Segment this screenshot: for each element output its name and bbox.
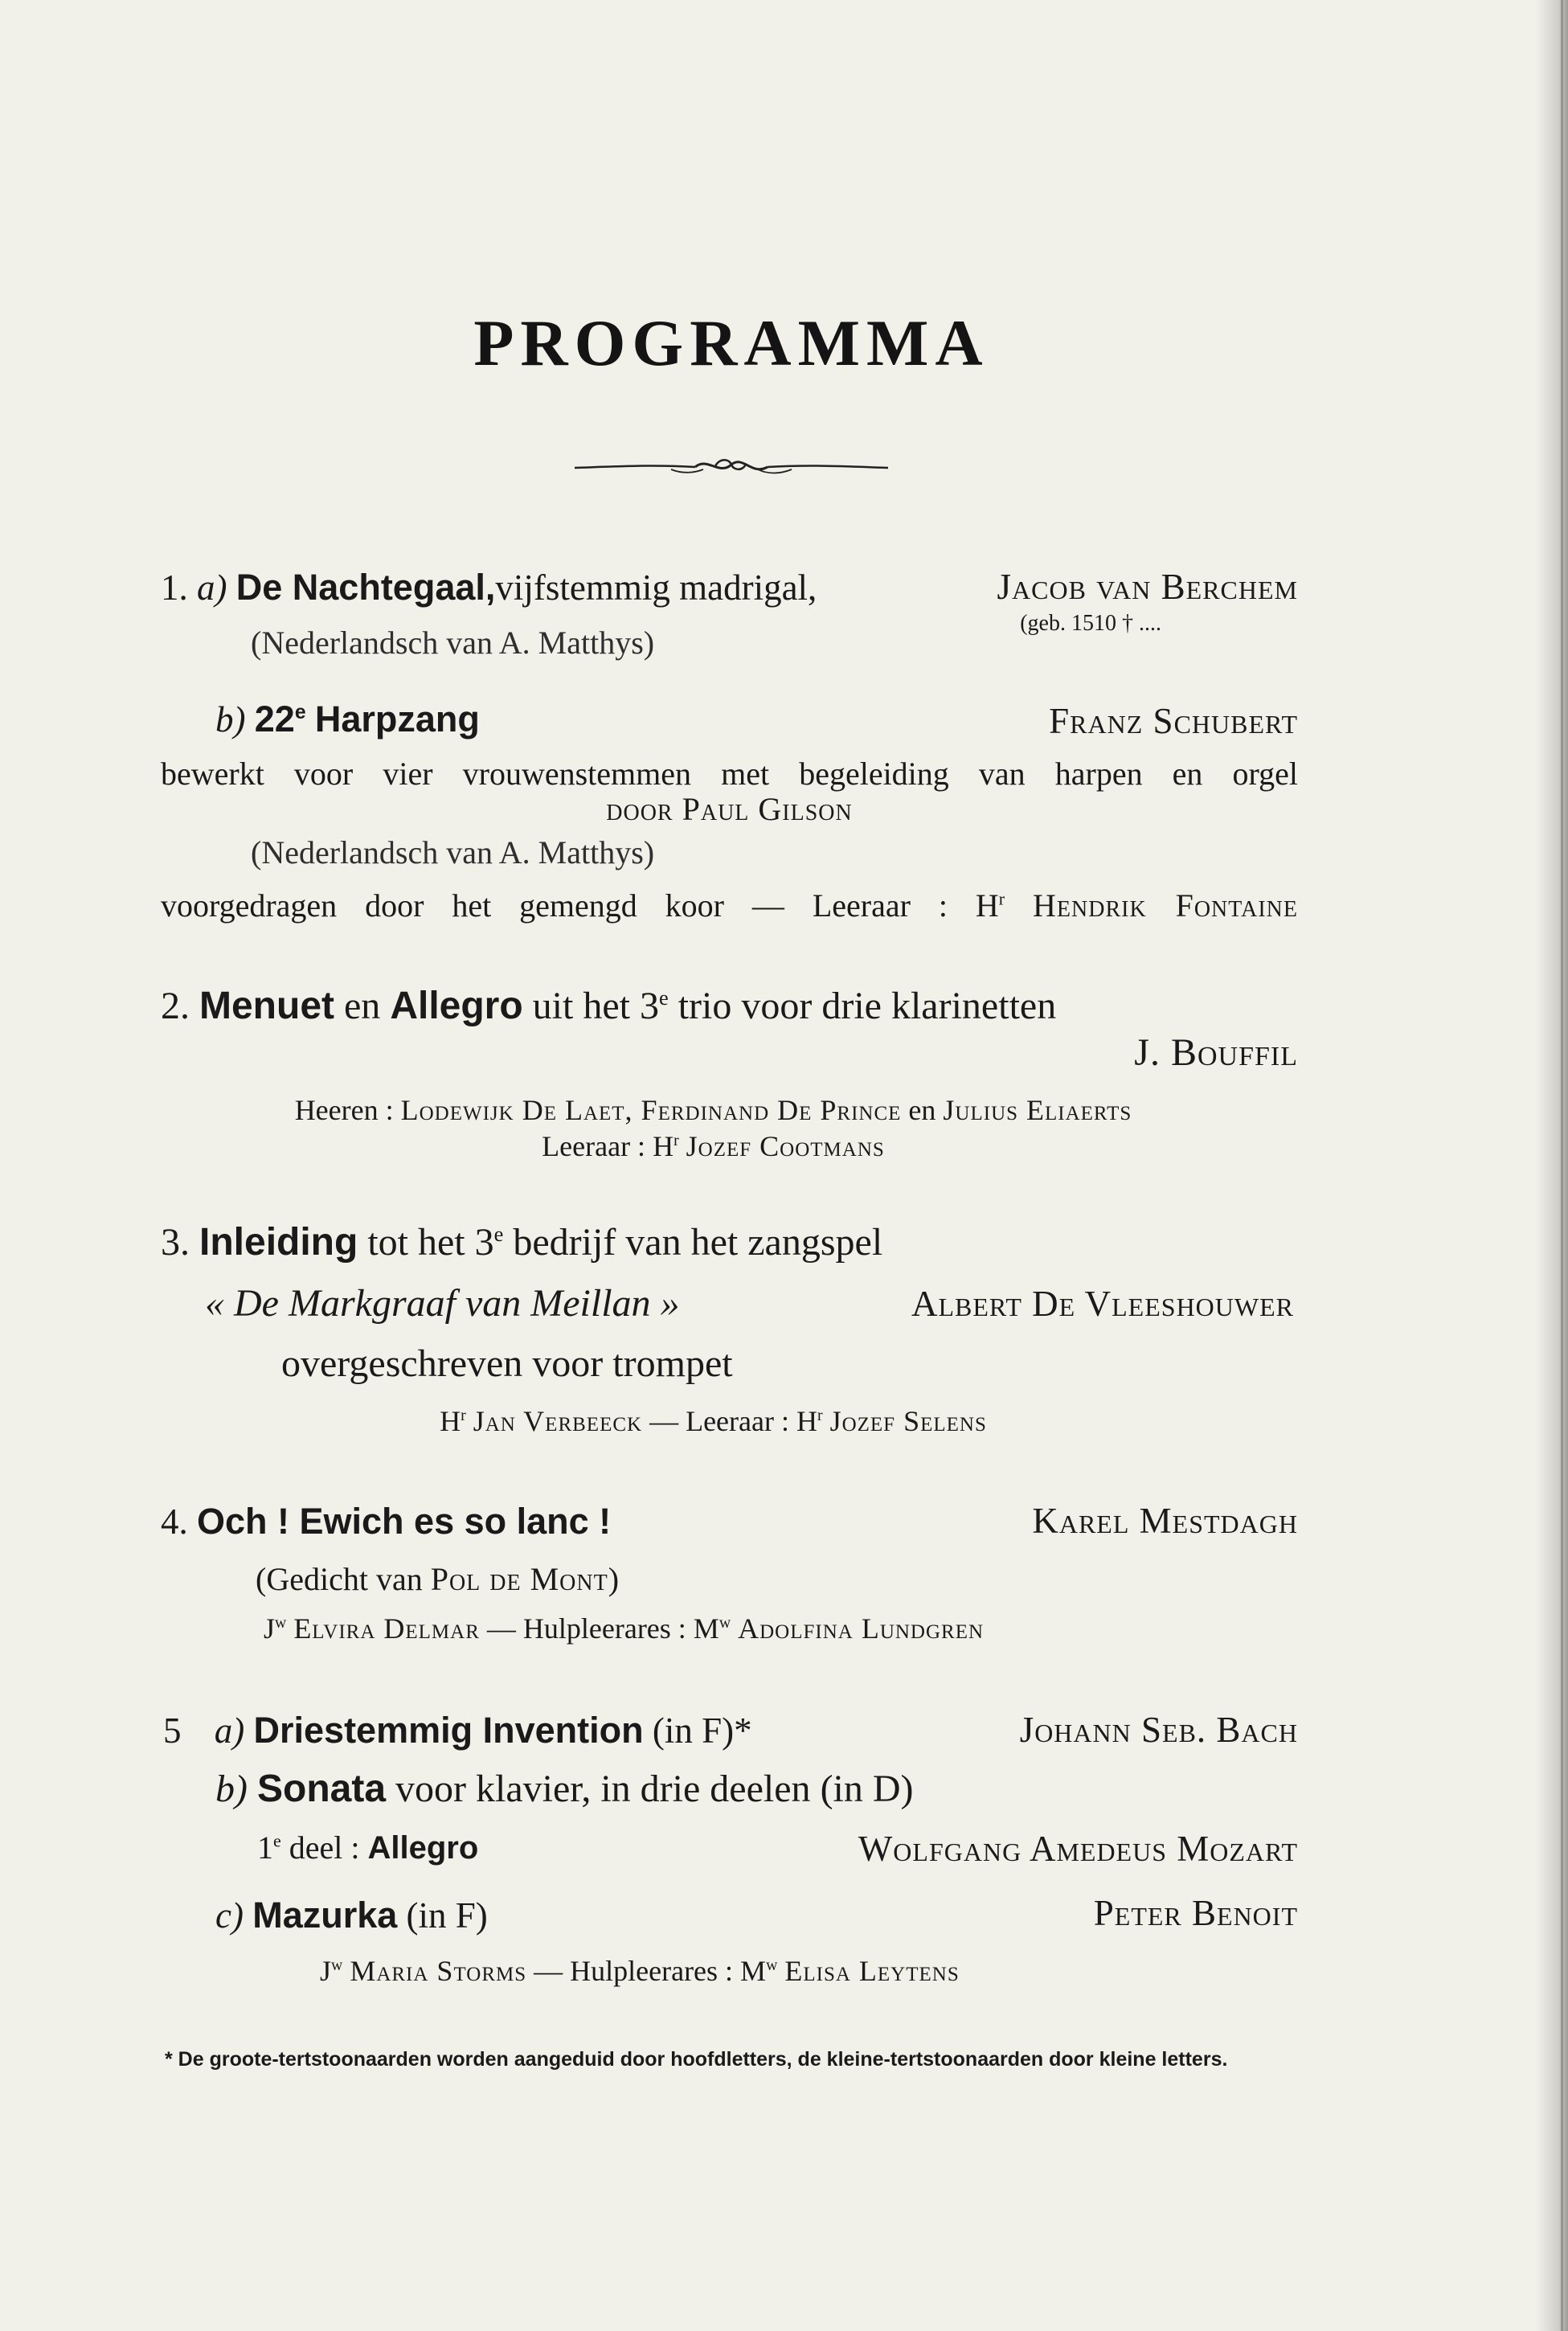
- item-5-number: 5: [163, 1710, 182, 1751]
- item-5-performers: $J^w$ Maria Storms — Hulpleerares : $M^w$ Elisa Leytens: [320, 1955, 960, 1987]
- item-5c-line: [215, 1897, 488, 1934]
- item-2-teacher: Leeraar : $H^r$ Jozef Cootmans: [542, 1130, 885, 1162]
- item-1b-arrangement: bewerkt voor vier vrouwenstemmen met begeleiding van harpen en orgel: [161, 756, 1298, 792]
- ornament-flourish-icon: [575, 450, 888, 484]
- item-5c-title: Mazurka: [252, 1895, 398, 1936]
- item-5a-composer: Johann Seb. Bach: [1019, 1710, 1298, 1750]
- item-5b-part: 1e deel : Allegro: [257, 1829, 479, 1866]
- item-2-number: 2.: [161, 985, 190, 1027]
- item-4-line: [161, 1503, 611, 1540]
- item-5a-marker: a): [214, 1710, 245, 1751]
- item-3-line: [161, 1223, 882, 1262]
- item-5c-key: (in F): [406, 1895, 488, 1936]
- item-2-performers: Heeren : Lodewijk De Laet, Ferdinand De Prince en Julius Eliaerts: [294, 1094, 1132, 1126]
- item-1a-description: vijfstemmig madrigal,: [495, 567, 817, 608]
- item-3-arrangement: overgeschreven voor trompet: [281, 1342, 733, 1385]
- item-1a-line: [161, 569, 817, 606]
- item-5b-composer: Wolfgang Amedeus Mozart: [858, 1829, 1298, 1869]
- item-4-composer: Karel Mestdagh: [1032, 1501, 1298, 1541]
- item-1a-dates: (geb. 1510 † ....: [1020, 611, 1161, 636]
- item-2-line: 2. Menuet en Allegro uit het 3e trio voor drie klarinetten: [161, 985, 1057, 1027]
- page-shadow: [1536, 0, 1568, 2331]
- item-1b-arranger: door Paul Gilson: [606, 791, 853, 827]
- item-5c-composer: Peter Benoit: [1093, 1893, 1298, 1933]
- item-5a-title: Driestemmig Invention: [253, 1710, 644, 1751]
- item-2-title-1: Menuet: [199, 985, 334, 1027]
- item-5a-line: [163, 1712, 752, 1749]
- item-3-work-title: « De Markgraaf van Meillan »: [205, 1282, 680, 1325]
- item-5b-line: [215, 1770, 914, 1809]
- item-2-description: uit het 3e trio voor drie klarinetten: [532, 985, 1057, 1027]
- item-1b-marker: b): [215, 699, 246, 739]
- item-1a-translation: (Nederlandsch van A. Matthys): [251, 625, 655, 661]
- item-1b-performers: voorgedragen door het gemengd koor — Leeraar : $H^r$ Hendrik Fontaine: [161, 887, 1299, 924]
- item-4-poem-credit: (Gedicht van Pol de Mont): [256, 1561, 620, 1597]
- item-4-title: Och ! Ewich es so lanc !: [197, 1501, 612, 1542]
- item-5c-marker: c): [215, 1895, 244, 1936]
- item-1b-title: Harpzang: [314, 698, 480, 739]
- item-5b-key: (in D): [820, 1768, 914, 1810]
- item-3-title: Inleiding: [199, 1221, 358, 1264]
- item-1a-composer: Jacob van Berchem: [997, 567, 1298, 607]
- item-2-composer: J. Bouffil: [1134, 1031, 1298, 1074]
- item-5b-title: Sonata: [256, 1768, 387, 1810]
- item-3-performers: $H^r$ Jan Verbeeck — Leeraar : $H^r$ Jozef Selens: [440, 1405, 987, 1437]
- item-1b-translation: (Nederlandsch van A. Matthys): [251, 834, 655, 871]
- item-2-title-2: Allegro: [390, 985, 523, 1027]
- item-1b-line: [215, 698, 480, 739]
- page-edge: [1561, 0, 1563, 2331]
- item-5b-marker: b): [215, 1768, 248, 1810]
- item-4-performers: $J^w$ Elvira Delmar — Hulpleerares : $M^w$ Adolfina Lundgren: [264, 1612, 985, 1645]
- item-3-number: 3.: [161, 1221, 190, 1264]
- item-1-number: 1.: [161, 567, 188, 608]
- footnote: * De groote-tertstoonaarden worden aangeduid door hoofdletters, de kleine-tertstoonaarden door kleine letters.: [165, 2048, 1228, 2071]
- page-title: PROGRAMMA: [473, 306, 989, 379]
- item-1a-title: De Nachtegaal,: [235, 567, 496, 608]
- item-3-composer: Albert De Vleeshouwer: [911, 1284, 1294, 1324]
- item-5b-description: voor klavier, in drie deelen: [395, 1768, 811, 1810]
- item-1b-number: 22e: [254, 698, 306, 739]
- item-3-description: tot het 3e bedrijf van het zangspel: [367, 1221, 883, 1264]
- item-4-number: 4.: [161, 1501, 188, 1542]
- item-1a-marker: a): [197, 567, 227, 608]
- item-1b-composer: Franz Schubert: [1049, 701, 1298, 741]
- item-5a-key: (in F)*: [652, 1710, 752, 1751]
